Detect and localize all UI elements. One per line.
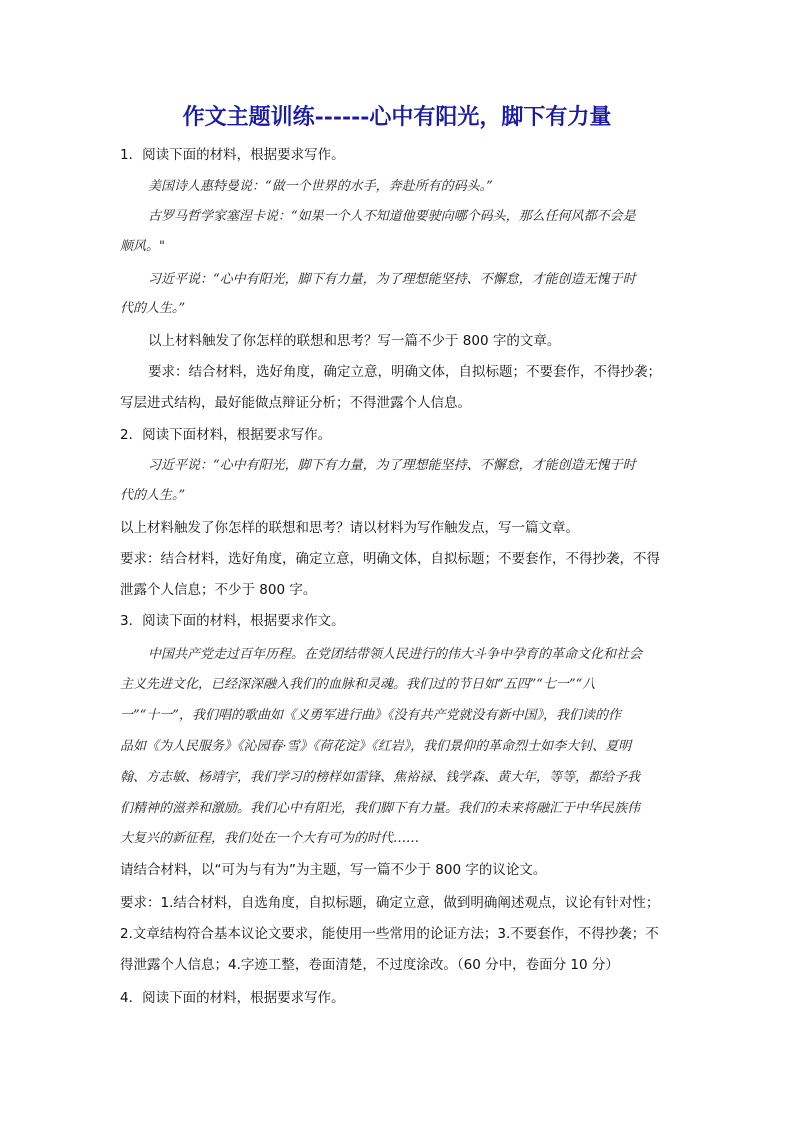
q2-heading: 2．阅读下面材料，根据要求写作。 bbox=[120, 427, 332, 443]
q3-material-line6: 们精神的滋养和激励。我们心中有阳光，我们脚下有力量。我们的未来将融汇于中华民族伟 bbox=[120, 801, 641, 816]
page-title: 作文主题训练------心中有阳光，脚下有力量 bbox=[182, 104, 612, 130]
q2-quote-line1: 习近平说：“心中有阳光，脚下有力量，为了理想能坚持、不懈怠，才能创造无愧于时 bbox=[148, 458, 636, 473]
q3-requirements-line1: 要求：1.结合材料，自选角度，自拟标题，确定立意，做到明确阐述观点，议论有针对性； bbox=[120, 895, 660, 911]
q1-quote-seneca-line2: 顺风。" bbox=[120, 239, 165, 254]
q1-quote-seneca-line1: 古罗马哲学家塞涅卡说：“如果一个人不知道他要驶向哪个码头，那么任何风都不会是 bbox=[148, 209, 636, 224]
q3-material-line4: 品如《为人民服务》《沁园春·雪》《荷花淀》《红岩》，我们景仰的革命烈士如李大钊、夏明 bbox=[120, 739, 632, 754]
q2-prompt: 以上材料触发了你怎样的联想和思考？请以材料为写作触发点，写一篇文章。 bbox=[120, 520, 579, 536]
q1-requirements-line2: 写层进式结构，最好能做点辩证分析；不得泄露个人信息。 bbox=[120, 395, 471, 411]
q3-material-line3: 一”“十一”，我们唱的歌曲如《义勇军进行曲》《没有共产党就没有新中国》，我们读的作 bbox=[120, 708, 621, 723]
q1-quote-xi-line2: 代的人生。” bbox=[120, 301, 186, 316]
q3-requirements-line3: 得泄露个人信息；4.字迹工整，卷面清楚，不过度涂改。（60 分中，卷面分 10 分） bbox=[120, 957, 619, 973]
q3-material-line7: 大复兴的新征程，我们处在一个大有可为的时代…… bbox=[120, 831, 420, 846]
q3-requirements-line2: 2.文章结构符合基本议论文要求，能使用一些常用的论证方法；3.不要套作，不得抄袭；不 bbox=[120, 926, 659, 942]
q1-heading: 1．阅读下面的材料，根据要求写作。 bbox=[120, 147, 345, 163]
q3-material-line2: 主义先进文化，已经深深融入我们的血脉和灵魂。我们过的节日如“五四”“七一”“八 bbox=[120, 677, 596, 692]
q3-material-line1: 中国共产党走过百年历程。在党团结带领人民进行的伟大斗争中孕育的革命文化和社会 bbox=[148, 647, 643, 662]
q1-requirements-line1: 要求：结合材料，选好角度，确定立意，明确文体，自拟标题；不要套作，不得抄袭； bbox=[148, 364, 661, 380]
q1-quote-xi-line1: 习近平说：“心中有阳光，脚下有力量，为了理想能坚持、不懈怠，才能创造无愧于时 bbox=[148, 272, 636, 287]
q2-requirements-line1: 要求：结合材料，选好角度，确定立意，明确文体，自拟标题；不要套作，不得抄袭，不得 bbox=[120, 551, 660, 567]
q3-heading: 3．阅读下面的材料，根据要求作文。 bbox=[120, 613, 345, 629]
q2-quote-line2: 代的人生。” bbox=[120, 488, 186, 503]
q1-quote-whitman: 美国诗人惠特曼说：“做一个世界的水手，奔赴所有的码头。” bbox=[148, 179, 493, 194]
q1-prompt: 以上材料触发了你怎样的联想和思考？写一篇不少于 800 字的文章。 bbox=[148, 333, 561, 349]
q3-prompt: 请结合材料，以“可为与有为”为主题，写一篇不少于 800 字的议论文。 bbox=[120, 862, 547, 878]
q4-heading: 4．阅读下面的材料，根据要求写作。 bbox=[120, 990, 345, 1006]
q3-material-line5: 翰、方志敏、杨靖宇，我们学习的榜样如雷锋、焦裕禄、钱学森、黄大年，等等，都给予我 bbox=[120, 770, 641, 785]
q2-requirements-line2: 泄露个人信息；不少于 800 字。 bbox=[120, 582, 317, 598]
